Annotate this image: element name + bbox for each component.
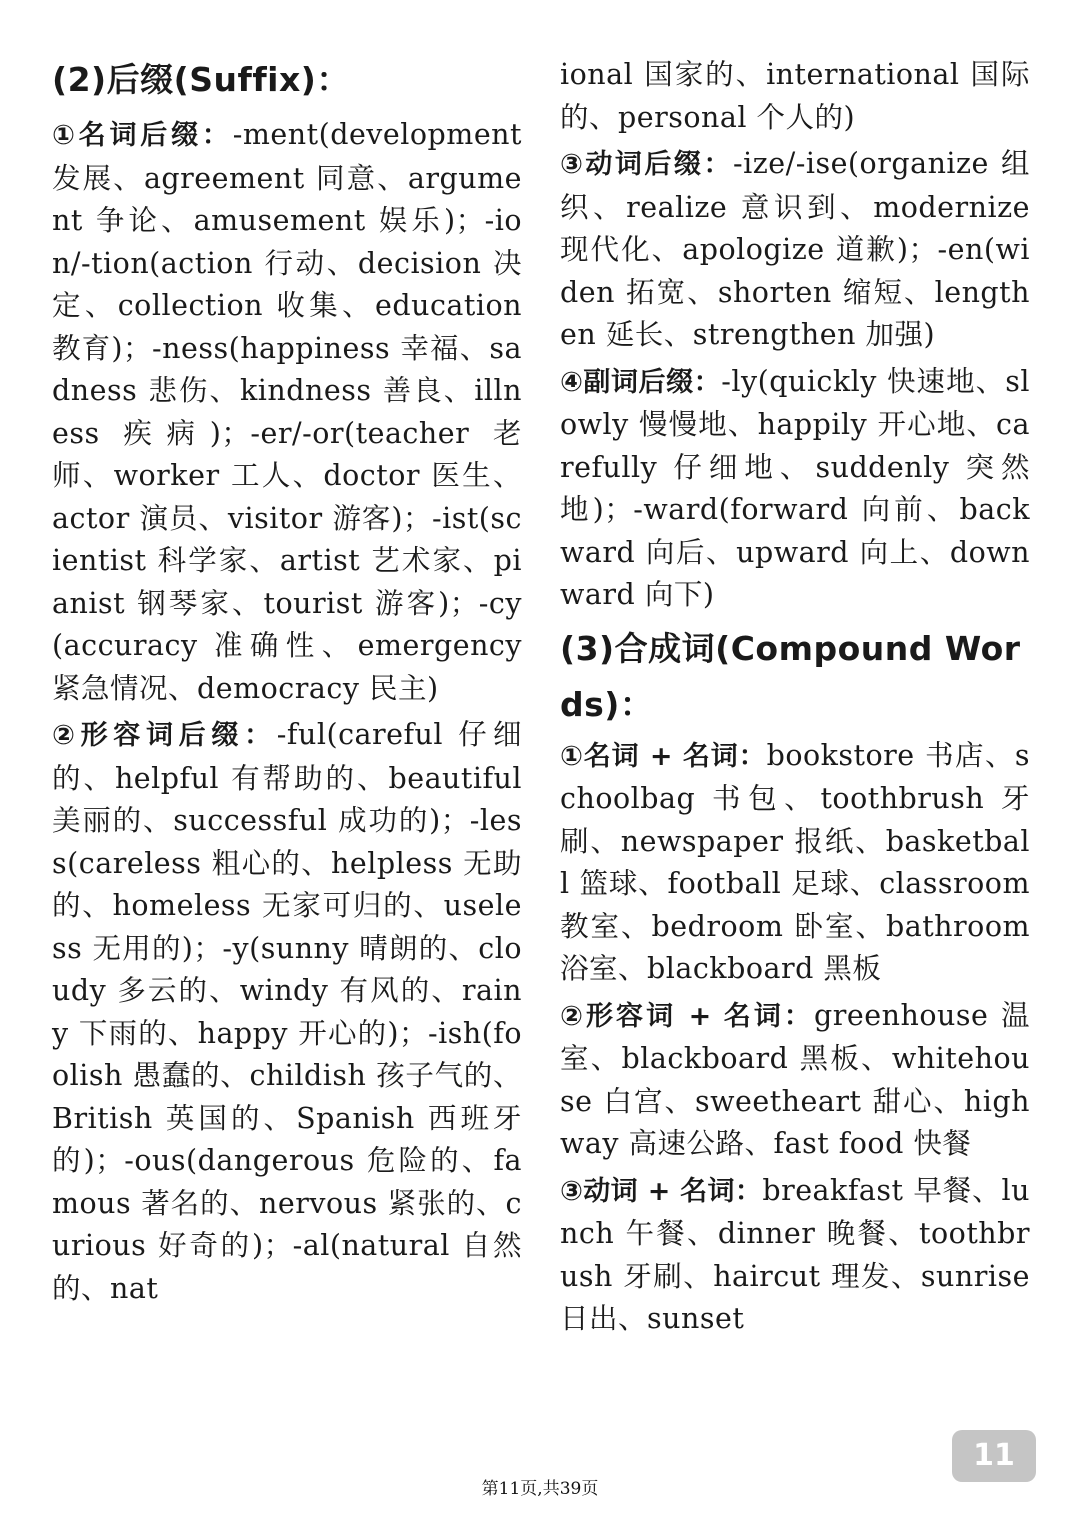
- compound-section-title: (3)合成词(Compound Words)：: [560, 628, 1021, 724]
- adv-suffix-label: ④副词后缀：: [560, 366, 722, 398]
- adj-noun-paragraph: [560, 995, 1030, 1166]
- adj-suffix-paragraph: [52, 714, 522, 1310]
- noun-noun-text: bookstore 书店、schoolbag 书包、toothbrush 牙刷、newspaper 报纸、basketball 篮球、football 足球、classroom 教室、bedroom 卧室、bathroom 浴室、blackboard 黑板: [560, 738, 1030, 985]
- verb-noun-text: breakfast 早餐、lunch 午餐、dinner 晚餐、toothbrush 牙刷、haircut 理发、sunrise 日出、sunset: [560, 1173, 1030, 1335]
- verb-suffix-text: -ize/-ise(organize 组织、realize 意识到、modernize 现代化、apologize 道歉)；-en(widen 拓宽、shorten 缩短、lengthen 延长、strengthen 加强): [560, 147, 1030, 351]
- adj-suffix-text: -ful(careful 仔细的、helpful 有帮助的、beautiful 美丽的、successful 成功的)；-less(careless 粗心的、helpless 无助的、homeless 无家可归的、useless 无用的)；-y(sunny 晴朗的、cloudy 多云的、windy 有风的、rainy 下雨的、happy 开心的)；-ish(foolish 愚蠢的、childish 孩子气的、British 英国的、Spanish 西班牙的)；-ous(dangerous 危险的、famous 著名的、nervous 紧张的、curious 好奇的)；-al(natural 自然的、nat: [52, 718, 522, 1305]
- page-number-badge[interactable]: 11: [952, 1430, 1036, 1482]
- left-column: [52, 52, 522, 1314]
- adj-noun-label: ②形容词 + 名词：: [560, 1000, 815, 1032]
- page-footer: 第11页,共39页: [481, 1479, 599, 1499]
- adv-suffix-text: -ly(quickly 快速地、slowly 慢慢地、happily 开心地、carefully 仔细地、suddenly 突然地)；-ward(forward 向前、backward 向后、upward 向上、downward 向下): [560, 364, 1030, 611]
- noun-noun-paragraph: [560, 735, 1030, 991]
- adj-suffix-continued: ional 国家的、international 国际的、personal 个人的): [560, 58, 1030, 134]
- suffix-section-title: (2)后缀(Suffix)：: [52, 60, 350, 99]
- adj-noun-text: greenhouse 温室、blackboard 黑板、whitehouse 白宫、sweetheart 甜心、highway 高速公路、fast food 快餐: [560, 998, 1030, 1160]
- noun-suffix-text: -ment(development 发展、agreement 同意、argument 争论、amusement 娱乐)；-ion/-tion(action 行动、decision 决定、collection 收集、education 教育)；-ness(happiness 幸福、sadness 悲伤、kindness 善良、illness 疾病)；-er/-or(teacher 老师、worker 工人、doctor 医生、actor 演员、visitor 游客)；-ist(scientist 科学家、artist 艺术家、pianist 钢琴家、tourist 游客)；-cy(accuracy 准确性、emergency 紧急情况、democracy 民主): [52, 118, 522, 705]
- adj-suffix-label: ②形容词后缀：: [52, 720, 277, 751]
- right-column: [560, 54, 1030, 1345]
- verb-suffix-label: ③动词后缀：: [560, 149, 733, 180]
- noun-noun-label: ①名词 + 名词：: [560, 740, 767, 772]
- noun-suffix-paragraph: [52, 114, 522, 710]
- verb-suffix-paragraph: [560, 143, 1030, 357]
- adv-suffix-paragraph: [560, 361, 1030, 617]
- verb-noun-label: ③动词 + 名词：: [560, 1175, 763, 1207]
- noun-suffix-label: ①名词后缀：: [52, 120, 233, 151]
- verb-noun-paragraph: [560, 1170, 1030, 1341]
